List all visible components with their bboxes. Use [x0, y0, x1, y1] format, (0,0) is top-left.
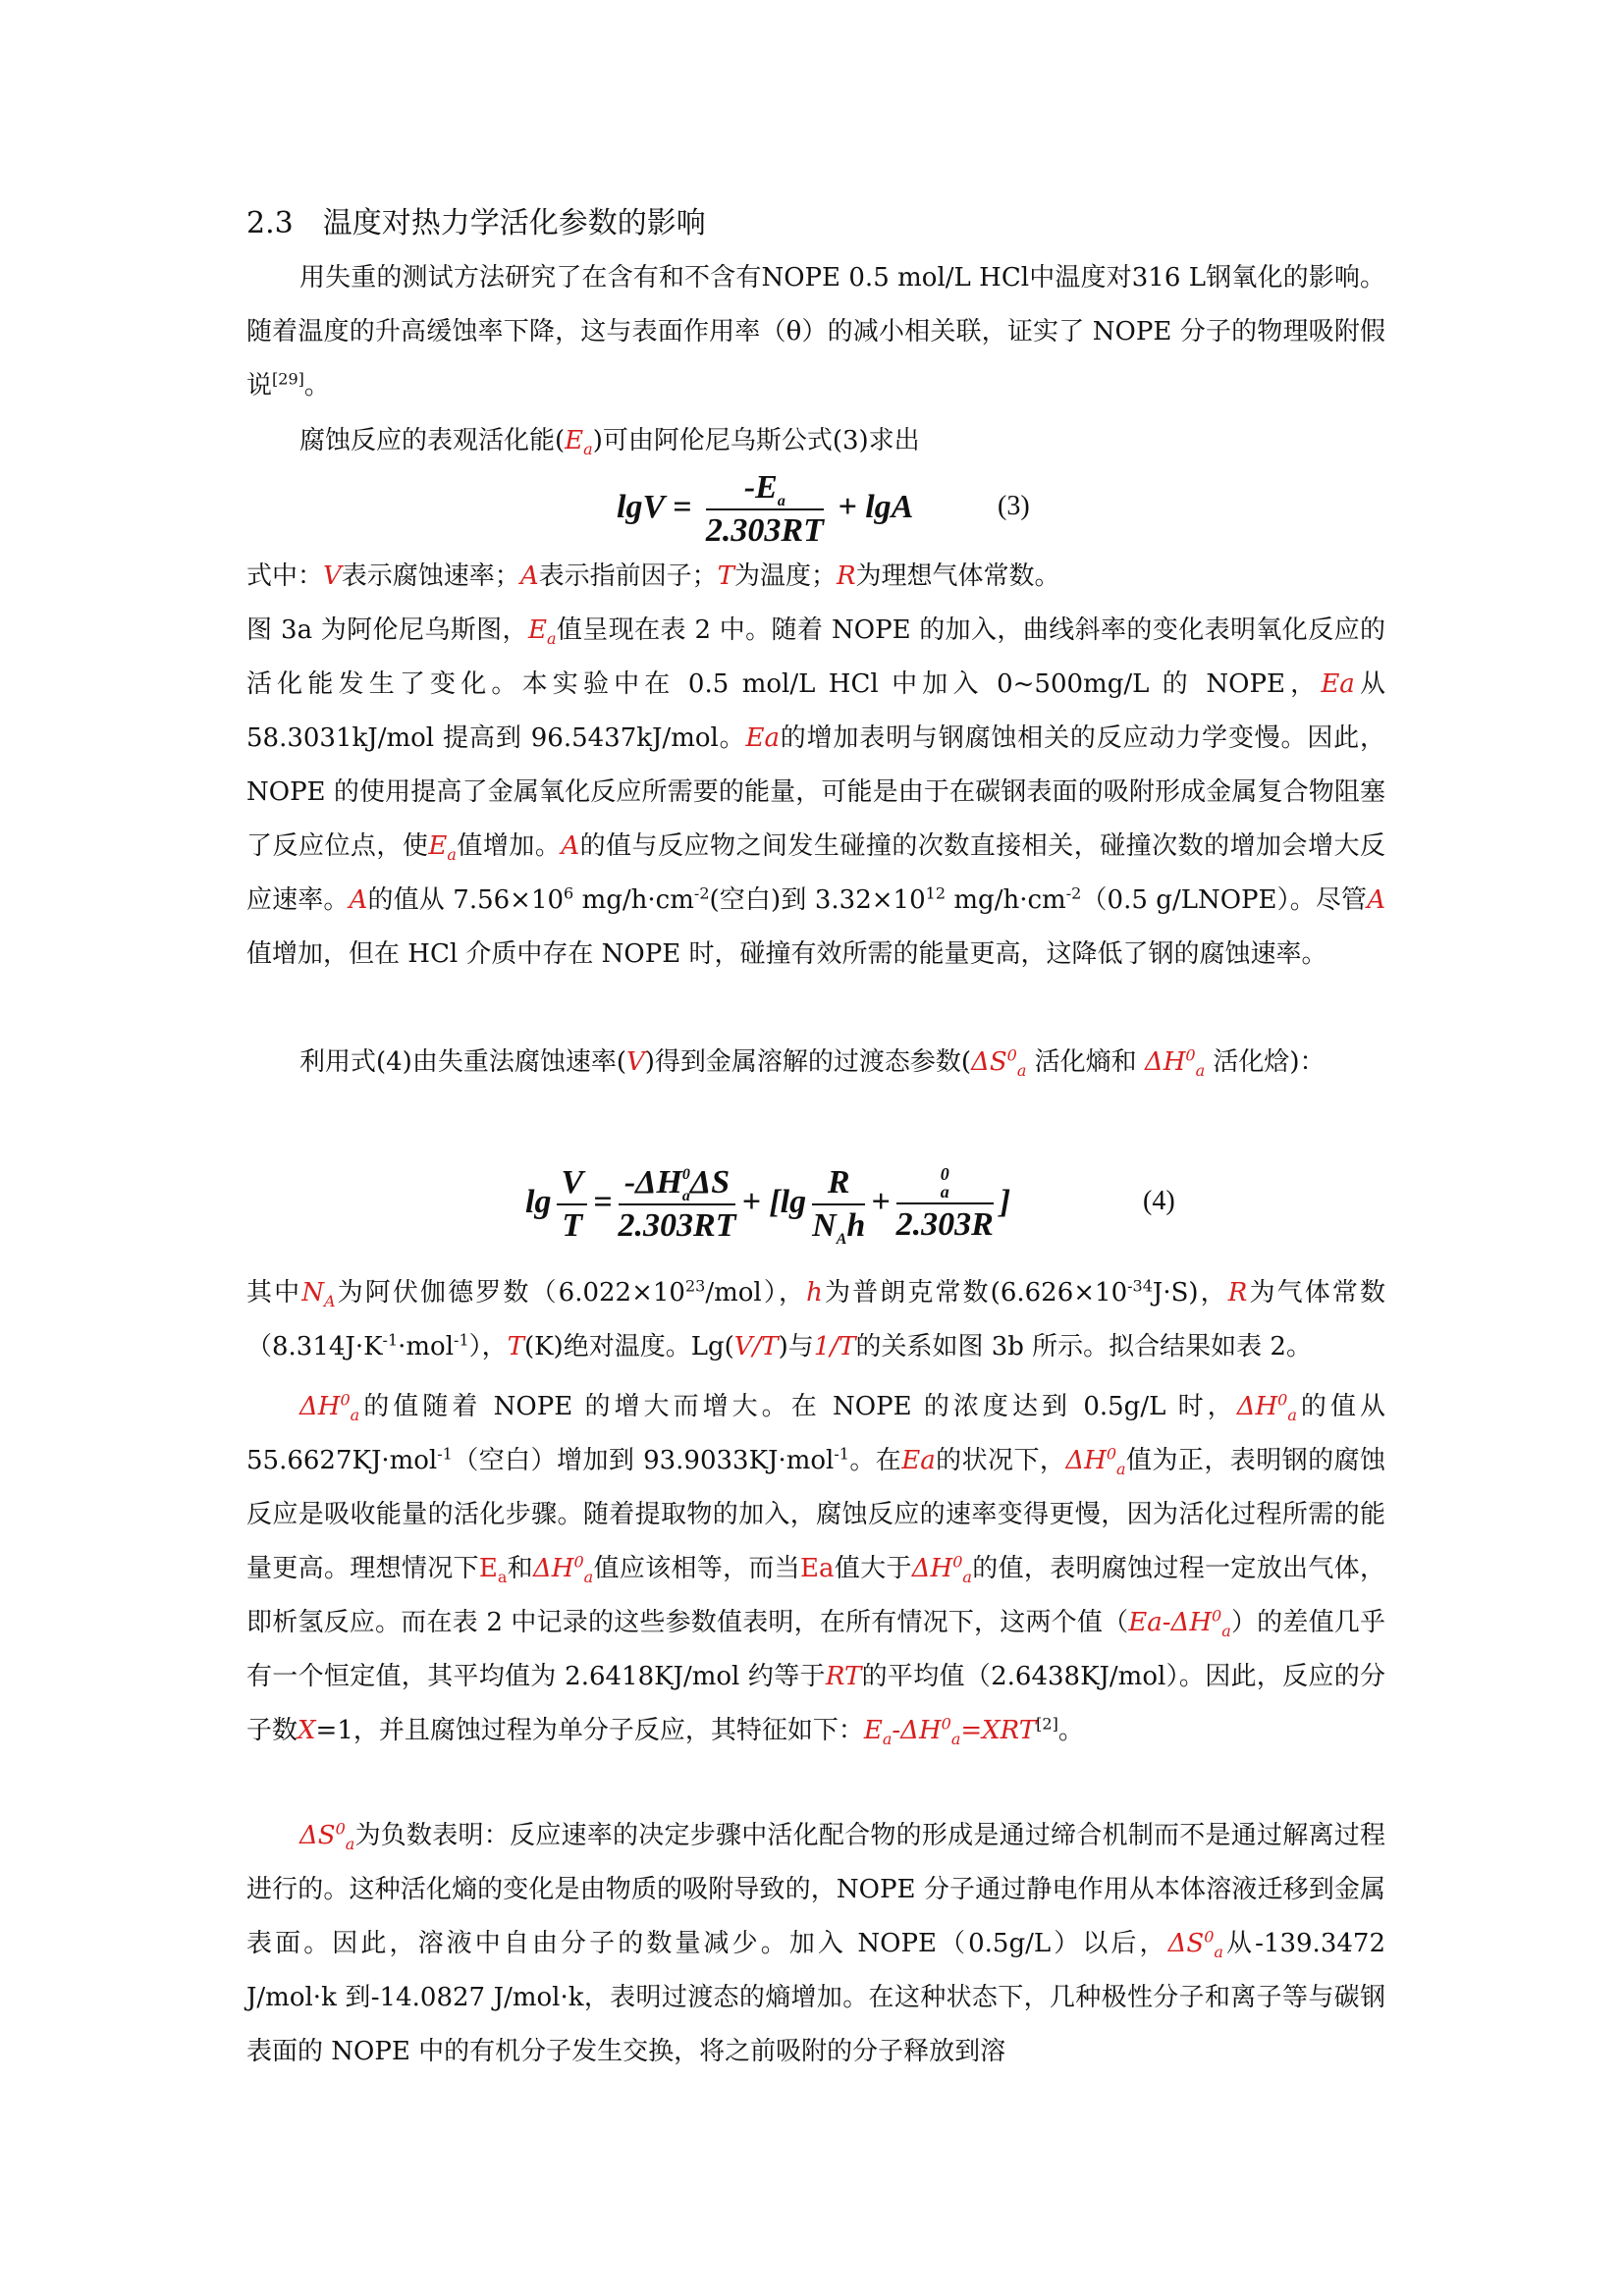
symbol-sub: A — [324, 1292, 336, 1311]
exponent: 23 — [684, 1276, 706, 1296]
eq3-numerator-sub: a — [777, 492, 785, 509]
citation-2: [2] — [1036, 1714, 1058, 1734]
symbol-inverse-t: 1/T — [813, 1332, 856, 1362]
section-title: 温度对热力学活化参数的影响 — [322, 206, 706, 240]
symbol-ea: E — [428, 831, 448, 861]
symbol-ea: E — [478, 1554, 498, 1583]
symbol-x: X — [298, 1716, 316, 1745]
p6-text-e: J·S)， — [1152, 1278, 1228, 1308]
paragraph-1-end: 。 — [303, 371, 330, 400]
symbol-t: T — [507, 1332, 524, 1362]
p4-text-h: mg/h·cm — [573, 885, 694, 915]
symbol-ea: Ea — [1321, 669, 1355, 699]
symbol-rt: RT — [825, 1662, 862, 1691]
symbol-delta-h: ΔH — [1236, 1392, 1278, 1421]
symbol-sub: a — [350, 1406, 360, 1425]
p6-text-b: 为阿伏伽德罗数（6.022×10 — [335, 1278, 685, 1308]
eq4-f4-den: 2.303R — [895, 1206, 994, 1243]
symbol-ea: E — [527, 615, 547, 645]
symbol-ea: Ea — [901, 1446, 936, 1475]
paragraph-1-text: 用失重的测试方法研究了在含有和不含有NOPE 0.5 mol/L HCl中温度对316 L钢氧化的影响。随着温度的升高缓蚀率下降，这与表面作用率（θ）的减小相关联，证实了 NOPE 分子的物理吸附假说 — [246, 263, 1385, 400]
paragraph-2 — [246, 414, 1385, 468]
symbol-ea: E — [863, 1716, 883, 1745]
exponent: -2 — [1065, 883, 1082, 903]
p6-text-j: )与 — [778, 1332, 814, 1362]
p6-text-c: /mol）， — [705, 1278, 807, 1308]
eq4-lg: lg — [525, 1183, 552, 1220]
p7-text-n: 。 — [1057, 1716, 1084, 1745]
eq4-f1-num: V — [557, 1164, 587, 1205]
p8-text-a: 为负数表明：反应速率的决定步骤中活化配合物的形成是通过缔合机制而不是通过解离过程进行的。这种活化熵的变化是由物质的吸附导致的，NOPE 分子通过静电作用从本体溶液迁移到金属表面。因此，溶液中自由分子的数量减少。加入 NOPE（0.5g/L）以后， — [246, 1821, 1385, 1958]
symbol-h: h — [806, 1278, 823, 1308]
p5-text-d: 活化焓)： — [1205, 1047, 1326, 1077]
symbol-sup: 0 — [335, 1819, 346, 1839]
p7-text-b: 的值从 55.6627KJ·mol — [246, 1392, 1385, 1475]
p7-text-c: （空白）增加到 93.9033KJ·mol — [452, 1446, 835, 1475]
p6-text-i: (K)绝对温度。Lg( — [523, 1332, 734, 1362]
p6-text-h: ）， — [468, 1332, 508, 1362]
symbol-sub: a — [962, 1568, 972, 1587]
p8-text-b: 从-139.3472 J/mol·k 到-14.0827 J/mol·k，表明过渡态的熵增加。在这种状态下，几种极性分子和离子等与碳钢表面的 NOPE 中的有机分子发生交换，将之前吸附的分子释放到溶 — [246, 1929, 1385, 2066]
p7-text-i: 值大于 — [834, 1554, 912, 1583]
eq4-fraction-dh — [619, 1164, 736, 1245]
p6-text-a: 其中 — [246, 1278, 302, 1308]
p7-text-d: 。在 — [848, 1446, 902, 1475]
symbol-ea-minus-dh: Ea-ΔH — [1128, 1608, 1213, 1637]
symbol-delta-s: ΔS — [971, 1047, 1007, 1077]
exponent: -34 — [1127, 1276, 1153, 1296]
p6-text-k: 的关系如图 3b 所示。拟合结果如表 2。 — [855, 1332, 1312, 1362]
exponent: 6 — [564, 883, 574, 903]
p5-text-b: )得到金属溶解的过渡态参数( — [644, 1047, 972, 1077]
symbol-delta-h: ΔH — [533, 1554, 574, 1583]
p4-text-i: (空白)到 3.32×10 — [709, 885, 926, 915]
symbol-a: A — [561, 831, 580, 861]
eq4-f2-den: 2.303RT — [618, 1207, 736, 1244]
p4-text-f: 的值与反应物之间发生碰撞的次数直接相关，碰撞次数的增加会增大反应速率。 — [246, 831, 1385, 915]
symbol-delta-h: ΔH — [299, 1392, 341, 1421]
p7-text-g: 和 — [507, 1554, 533, 1583]
symbol-sup: 0 — [1277, 1390, 1288, 1410]
symbol-ea-sub: a — [583, 440, 593, 459]
paragraph-5 — [246, 1036, 1385, 1090]
eq4-f1-den: T — [562, 1207, 583, 1244]
symbol-sup: 0 — [1212, 1606, 1222, 1626]
symbol-a: A — [519, 561, 539, 591]
symbol-sub: a — [345, 1835, 355, 1854]
symbol-t: T — [717, 561, 734, 591]
eq3-lhs: lgV = — [617, 488, 692, 525]
eq4-f3-num: R — [812, 1164, 865, 1205]
p4-text-l: 值增加，但在 HCl 介质中存在 NOPE 时，碰撞有效所需的能量更高，这降低了钢的腐蚀速率。 — [246, 939, 1327, 969]
symbol-xrt: =XRT — [960, 1716, 1037, 1745]
paragraph-3 — [246, 550, 1385, 604]
section-number: 2.3 — [246, 206, 294, 240]
exponent: -1 — [437, 1444, 453, 1464]
eq4-f3-den-sub: A — [836, 1230, 847, 1248]
symbol-sub: a — [1016, 1061, 1027, 1081]
eq3-rhs: + lgA — [838, 488, 914, 525]
symbol-sub: a — [497, 1568, 508, 1587]
p4-text-j: mg/h·cm — [946, 885, 1066, 915]
symbol-delta-h: -ΔH — [892, 1716, 942, 1745]
symbol-v: V — [625, 1047, 645, 1077]
p3-text-e: 为理想气体常数。 — [855, 561, 1060, 591]
p4-text-d: 的增加表明与钢腐蚀相关的反应动力学变慢。因此，NOPE 的使用提高了金属氧化反应所需要的能量，可能是由于在碳钢表面的吸附形成金属复合物阻塞了反应位点，使 — [246, 723, 1385, 861]
eq4-fraction-v-t — [557, 1164, 587, 1245]
eq4-equals: = — [593, 1183, 613, 1220]
symbol-ea: Ea — [800, 1554, 835, 1583]
p3-text-d: 为温度； — [733, 561, 837, 591]
p7-text-l: 的平均值（2.6438KJ/mol）。因此，反应的分子数 — [246, 1662, 1385, 1745]
symbol-ea: Ea — [745, 723, 780, 753]
symbol-v: V — [323, 561, 342, 591]
symbol-delta-s: ΔS — [299, 1821, 336, 1850]
p7-text-m: =1，并且腐蚀过程为单分子反应，其特征如下： — [315, 1716, 864, 1745]
p7-text-a: 的值随着 NOPE 的增大而增大。在 NOPE 的浓度达到 0.5g/L 时， — [359, 1392, 1237, 1421]
equation-3 — [617, 469, 913, 550]
p6-text-g: ·mol — [398, 1332, 455, 1362]
paragraph-2-text: 腐蚀反应的表观活化能( — [299, 426, 566, 455]
exponent: -1 — [454, 1330, 469, 1350]
symbol-v-over-t: V/T — [733, 1332, 779, 1362]
symbol-ea: E — [565, 426, 584, 455]
p4-text-c: 从 58.3031kJ/mol 提高到 96.5437kJ/mol。 — [246, 669, 1385, 753]
eq4-f2-under: a — [681, 1188, 690, 1204]
p3-text-a: 式中： — [246, 561, 324, 591]
eq4-fraction-r — [812, 1164, 866, 1248]
paragraph-4 — [246, 604, 1385, 982]
p4-text-k: （0.5 g/LNOPE）。尽管 — [1081, 885, 1368, 915]
p5-text-c: 活化熵和 — [1026, 1047, 1145, 1077]
symbol-sub: a — [1116, 1460, 1126, 1479]
symbol-r: R — [836, 561, 856, 591]
p7-text-h: 值应该相等，而当 — [593, 1554, 801, 1583]
symbol-delta-s: ΔS — [1167, 1929, 1205, 1958]
eq4-f3-den-b: h — [846, 1207, 866, 1244]
eq4-f4-under: a — [940, 1182, 949, 1201]
symbol-delta-h: ΔH — [1065, 1446, 1107, 1475]
symbol-delta-h: ΔH — [911, 1554, 953, 1583]
symbol-sup: 0 — [340, 1390, 351, 1410]
symbol-sup: 0 — [941, 1714, 951, 1734]
paragraph-8 — [246, 1809, 1385, 2079]
p4-text-a: 图 3a 为阿伦尼乌斯图， — [246, 615, 528, 645]
eq4-f2-over: 0 — [681, 1166, 690, 1183]
p7-text-k: ）的差值几乎有一个恒定值，其平均值为 2.6418KJ/mol 约等于 — [246, 1608, 1385, 1691]
p6-text-f: 为气体常数（8.314J·K — [246, 1278, 1385, 1362]
symbol-sub: a — [882, 1730, 893, 1749]
p7-text-e: 的状况下， — [935, 1446, 1066, 1475]
eq4-close-bracket: ] — [999, 1183, 1011, 1220]
symbol-sub: a — [1221, 1622, 1231, 1641]
eq3-numerator: -E — [743, 469, 778, 506]
p4-text-e: 值增加。 — [456, 831, 562, 861]
symbol-sub: a — [1287, 1406, 1297, 1425]
section-heading — [246, 196, 706, 251]
exponent: -1 — [834, 1444, 849, 1464]
p7-text-j: 的值，表明腐蚀过程一定放出气体，即析氢反应。而在表 2 中记录的这些参数值表明，在所有情况下，这两个值（ — [246, 1554, 1385, 1637]
p3-text-c: 表示指前因子； — [538, 561, 718, 591]
eq4-f2-num-b: ΔS — [689, 1164, 731, 1201]
symbol-sup: 0 — [1006, 1045, 1017, 1065]
eq4-f4-over: 0 — [940, 1164, 949, 1184]
symbol-ea-sub: a — [447, 845, 457, 865]
eq3-denominator: 2.303RT — [705, 512, 824, 549]
symbol-sub: a — [950, 1730, 961, 1749]
symbol-ea-sub: a — [546, 629, 557, 649]
exponent: -1 — [382, 1330, 399, 1350]
equation-4-label: (4) — [1143, 1186, 1175, 1216]
paragraph-2-end: )可由阿伦尼乌斯公式(3)求出 — [592, 426, 920, 455]
citation-29: [29] — [272, 369, 304, 389]
eq4-fraction-ds — [896, 1165, 994, 1244]
symbol-delta-h: ΔH — [1144, 1047, 1186, 1077]
eq4-f3-den: N — [812, 1207, 837, 1244]
equation-4 — [525, 1164, 1011, 1248]
eq4-f2-num: -ΔH — [623, 1164, 682, 1201]
equation-3-label: (3) — [998, 491, 1030, 521]
symbol-a: A — [1367, 885, 1385, 915]
symbol-na: N — [301, 1278, 324, 1308]
p3-text-b: 表示腐蚀速率； — [341, 561, 520, 591]
symbol-sup: 0 — [952, 1552, 963, 1572]
eq4-plus: + — [871, 1183, 891, 1220]
symbol-sup: 0 — [573, 1552, 584, 1572]
exponent: -2 — [693, 883, 710, 903]
p5-text-a: 利用式(4)由失重法腐蚀速率( — [299, 1047, 626, 1077]
p7-text-f: 值为正，表明钢的腐蚀反应是吸收能量的活化步骤。随着提取物的加入，腐蚀反应的速率变得更慢，因为活化过程所需的能量更高。理想情况下 — [246, 1446, 1385, 1583]
symbol-a: A — [349, 885, 368, 915]
symbol-sub: a — [1214, 1943, 1223, 1962]
paragraph-1 — [246, 251, 1385, 413]
paragraph-6 — [246, 1266, 1385, 1374]
p6-text-d: 为普朗克常数(6.626×10 — [822, 1278, 1128, 1308]
p4-text-b: 值呈现在表 2 中。随着 NOPE 的加入，曲线斜率的变化表明氧化反应的活化能发生了变化。本实验中在 0.5 mol/L HCl 中加入 0~500mg/L 的 NOPE， — [246, 615, 1386, 699]
symbol-sup: 0 — [1204, 1927, 1215, 1947]
p4-text-g: 的值从 7.56×10 — [367, 885, 565, 915]
symbol-sup: 0 — [1106, 1444, 1117, 1464]
paragraph-7 — [246, 1380, 1385, 1758]
symbol-sup: 0 — [1185, 1045, 1196, 1065]
symbol-sub: a — [583, 1568, 594, 1587]
symbol-r: R — [1227, 1278, 1248, 1308]
exponent: 12 — [925, 883, 946, 903]
symbol-sub: a — [1195, 1061, 1206, 1081]
eq4-plus-lg: + [lg — [741, 1183, 807, 1220]
eq3-fraction — [706, 469, 824, 550]
